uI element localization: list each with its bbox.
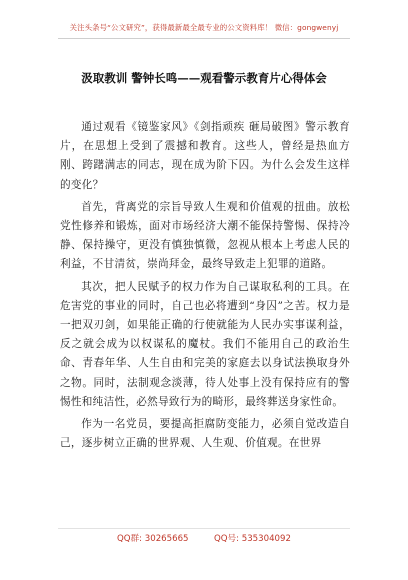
page-header-banner: 关注头条号“公文研究”，获得最新最全最专业的公文资料库！ 微信：gongwenyj [69,23,339,32]
page-footer [0,532,408,544]
footer-qq-number: QQ号: 535304092 [214,534,291,544]
body-paragraph: 通过观看《镜鉴家风》《剑指顽疾 砸局破图》警示教育片，在思想上受到了震撼和教育。这些人，曾经是热血方刚、跨躇满志的同志，现在成为阶下囚。为什么会发生这样的变化？ [60,121,350,191]
body-paragraph: 作为一名党员，要提高拒腐防变能力，必须自觉改造自己，逐步树立正确的世界观、人生观、价值观。在世界 [60,418,350,450]
document-body [60,118,350,453]
footer-qq-group: QQ群: 30265665 [117,534,189,544]
footer-divider [58,528,350,529]
body-paragraph: 首先，背离党的宗旨导致人生观和价值观的扭曲。放松党性修养和锻炼，面对市场经济大潮不能保持警惕、保持冷静、保持操守，更没有慎独慎微，忽视从根本上考虑人民的利益，不甘清贫，崇尚拜金，最终导致走上犯罪的道路。 [60,200,350,271]
header-divider [58,38,350,39]
document-title: 汲取教训 警钟长鸣——观看警示教育片心得体会 [81,71,327,85]
body-paragraph: 其次，把人民赋予的权力作为自己谋取私利的工具。在危害党的事业的同时，自己也必将遭到“身囚”之苦。权力是一把双刃剑，如果能正确的行使就能为人民办实事谋利益，反之就会成为以权谋私的魔杖。我们不能用自己的政治生命、青春年华、人生自由和完美的家庭去以身试法换取身外之物。同时，法制观念淡薄，待人处事上没有保持应有的警惕性和纯洁性，必然导致行为的畸形，最终葬送身家性命。 [60,280,350,408]
